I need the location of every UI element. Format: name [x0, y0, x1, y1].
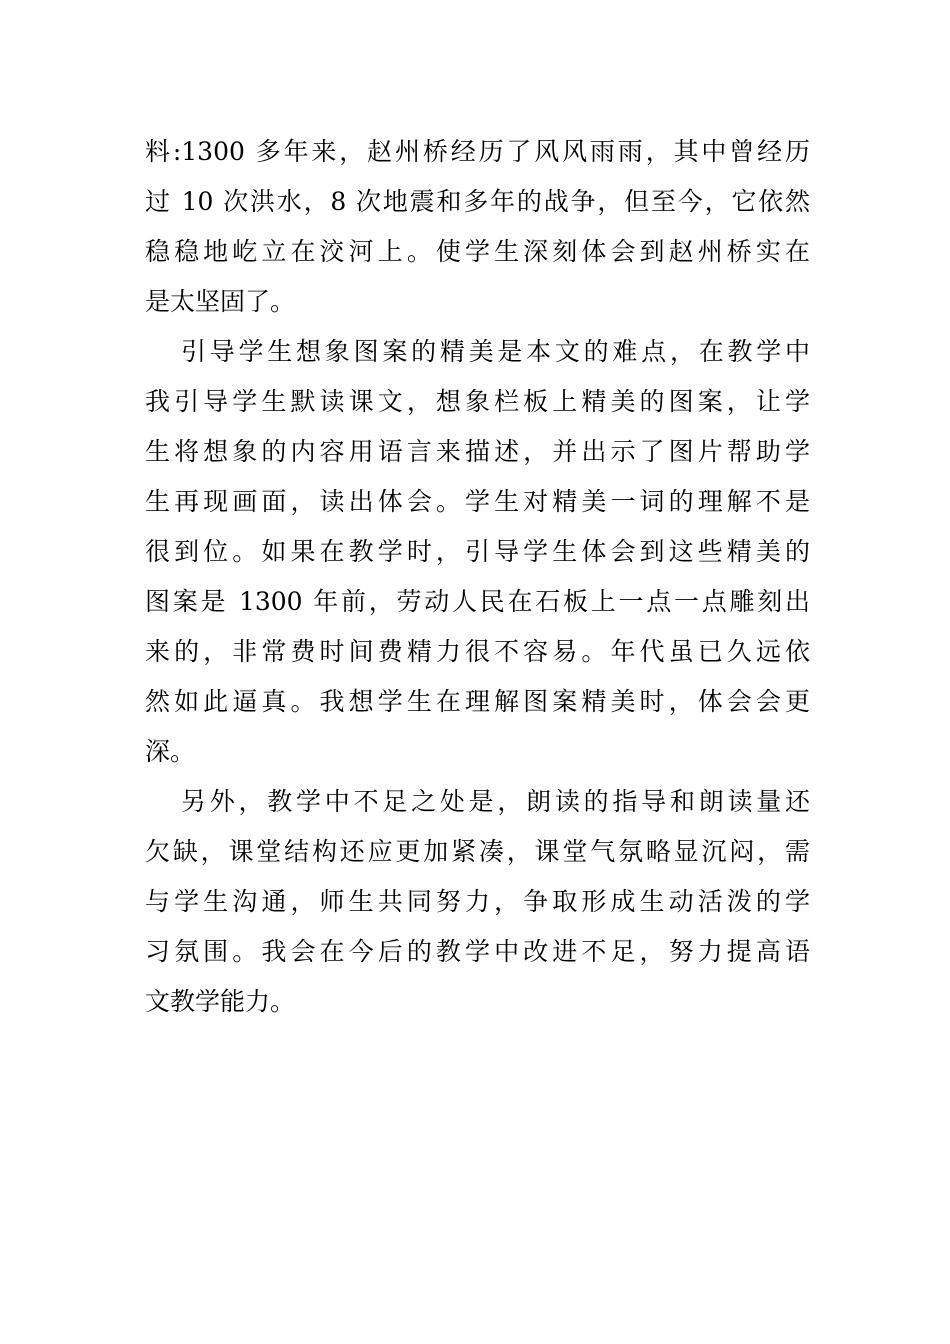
- text-line: 我引导学生默读课文，想象栏板上精美的图案，让学: [145, 387, 810, 416]
- text-line: 另外，教学中不足之处是，朗读的指导和朗读量还: [181, 787, 810, 816]
- text-line: 来的，非常费时间费精力很不容易。年代虽已久远依: [145, 637, 810, 666]
- text-line: 与学生沟通，师生共同努力，争取形成生动活泼的学: [145, 887, 810, 916]
- text-line: 欠缺，课堂结构还应更加紧凑，课堂气氛略显沉闷，需: [145, 837, 810, 866]
- text-line: 深。: [145, 737, 196, 766]
- text-line: 料:1300 多年来，赵州桥经历了风风雨雨，其中曾经历: [145, 137, 810, 166]
- text-line: 然如此逼真。我想学生在理解图案精美时，体会会更: [145, 687, 810, 716]
- text-line: 生将想象的内容用语言来描述，并出示了图片帮助学: [145, 437, 810, 466]
- paragraph-1: [145, 127, 810, 327]
- text-line: 生再现画面，读出体会。学生对精美一词的理解不是: [145, 487, 810, 516]
- text-line: 稳稳地屹立在洨河上。使学生深刻体会到赵州桥实在: [145, 237, 810, 266]
- document-body: [145, 127, 810, 1027]
- paragraph-3: [145, 777, 810, 1027]
- text-line: 很到位。如果在教学时，引导学生体会到这些精美的: [145, 537, 810, 566]
- text-line: 过 10 次洪水，8 次地震和多年的战争，但至今，它依然: [145, 187, 810, 216]
- text-line: 引导学生想象图案的精美是本文的难点，在教学中: [181, 337, 810, 366]
- text-line: 文教学能力。: [145, 987, 296, 1016]
- text-line: 习氛围。我会在今后的教学中改进不足，努力提高语: [145, 937, 810, 966]
- paragraph-2: [145, 327, 810, 777]
- text-line: 图案是 1300 年前，劳动人民在石板上一点一点雕刻出: [145, 587, 810, 616]
- text-line: 是太坚固了。: [145, 287, 296, 316]
